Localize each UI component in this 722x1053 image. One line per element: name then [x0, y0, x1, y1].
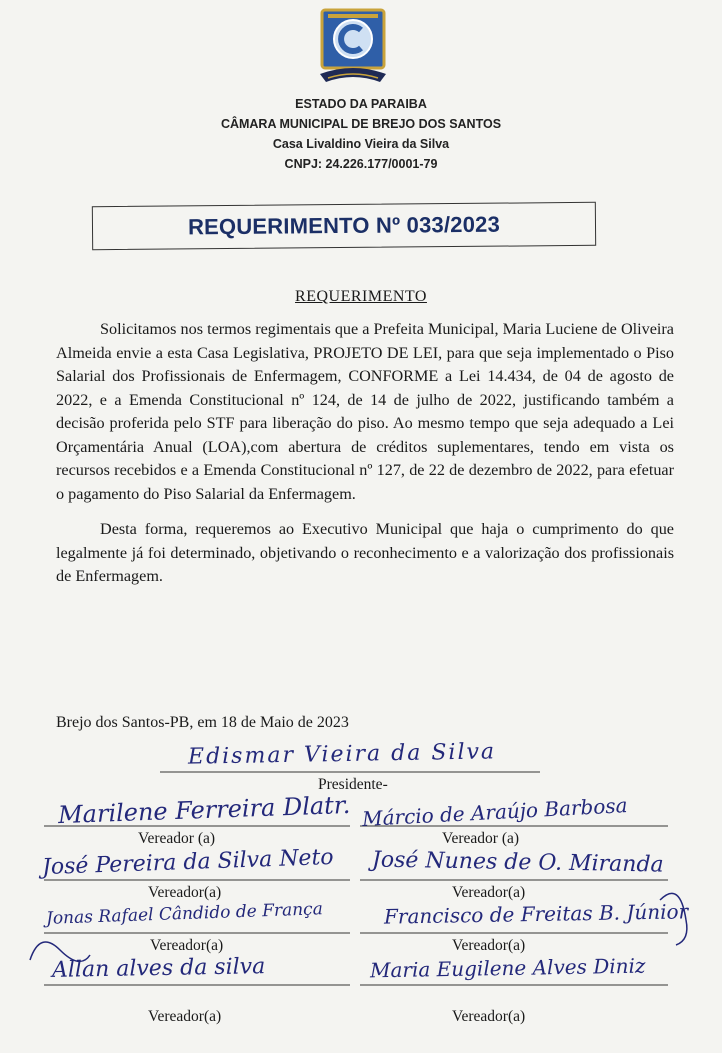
role-councillor-7: Vereador(a)	[148, 1008, 222, 1025]
signature-councillor-3: José Pereira da Silva Neto	[41, 844, 334, 881]
role-councillor-8: Vereador(a)	[452, 1008, 526, 1025]
letterhead	[0, 94, 722, 174]
role-councillor-3: Vereador(a)	[148, 884, 222, 901]
role-councillor-4: Vereador(a)	[452, 884, 526, 901]
signature-councillor-4: José Nunes de O. Miranda	[371, 847, 664, 878]
chamber-name: CÂMARA MUNICIPAL DE BREJO DOS SANTOS	[220, 117, 502, 131]
role-councillor-2: Vereador (a)	[442, 830, 520, 847]
signature-councillor-7: Allan alves da silva	[51, 954, 266, 983]
state-name: ESTADO DA PARAIBA	[295, 97, 427, 111]
role-councillor-5: Vereador(a)	[150, 937, 224, 954]
role-president: Presidente-	[318, 776, 388, 793]
signature-councillor-5: Jonas Rafael Cândido de França	[45, 899, 324, 929]
signature-councillor-1: Marilene Ferreira Dlatr.	[57, 790, 351, 830]
signature-councillor-2: Márcio de Araújo Barbosa	[361, 793, 629, 831]
request-body	[56, 318, 674, 601]
cnpj: CNPJ: 24.226.177/0001-79	[284, 157, 438, 171]
paragraph-conclusion: Desta forma, requeremos ao Executivo Municipal que haja o cumprimento do que legalmente já foi determinado, objetivando o reconhecimento e a valorização dos profissionais de Enfermagem.	[56, 520, 674, 585]
role-councillor-6: Vereador(a)	[452, 937, 526, 954]
paragraph-request: Solicitamos nos termos regimentais que a Prefeita Municipal, Maria Luciene de Oliveira Almeida envie a esta Casa Legislativa, PROJETO DE LEI, para que seja implementado o Piso Salarial dos Profissionais de Enfermagem, CONFORME a Lei 14.434, de 04 de agosto de 2022, e a Emenda Constitucional nº 124, de 14 de julho de 2022, justificando também a decisão proferida pelo STF para liberação do piso. Ao mesmo tempo que seja adequado a Lei Orçamentária Anual (LOA),com abertura de créditos suplementares, tendo em vista os recursos recebidos e a Emenda Constitucional nº 127, de 22 de dezembro de 2022, para efetuar o pagamento do Piso Salarial da Enfermagem.	[56, 320, 674, 503]
signature-president: Edismar Vieira da Silva	[187, 739, 497, 770]
signature-councillor-6: Francisco de Freitas B. Júnior	[383, 899, 689, 929]
document-title-box	[92, 202, 596, 250]
chamber-crest-logo	[318, 8, 388, 90]
house-name: Casa Livaldino Vieira da Silva	[272, 137, 450, 151]
document-title: REQUERIMENTO Nº 033/2023	[187, 211, 501, 240]
signature-councillor-8: Maria Eugilene Alves Diniz	[369, 953, 646, 983]
date-line: Brejo dos Santos-PB, em 18 de Maio de 2023	[56, 714, 349, 731]
role-councillor-1: Vereador (a)	[138, 830, 216, 847]
section-heading: REQUERIMENTO	[295, 288, 427, 305]
